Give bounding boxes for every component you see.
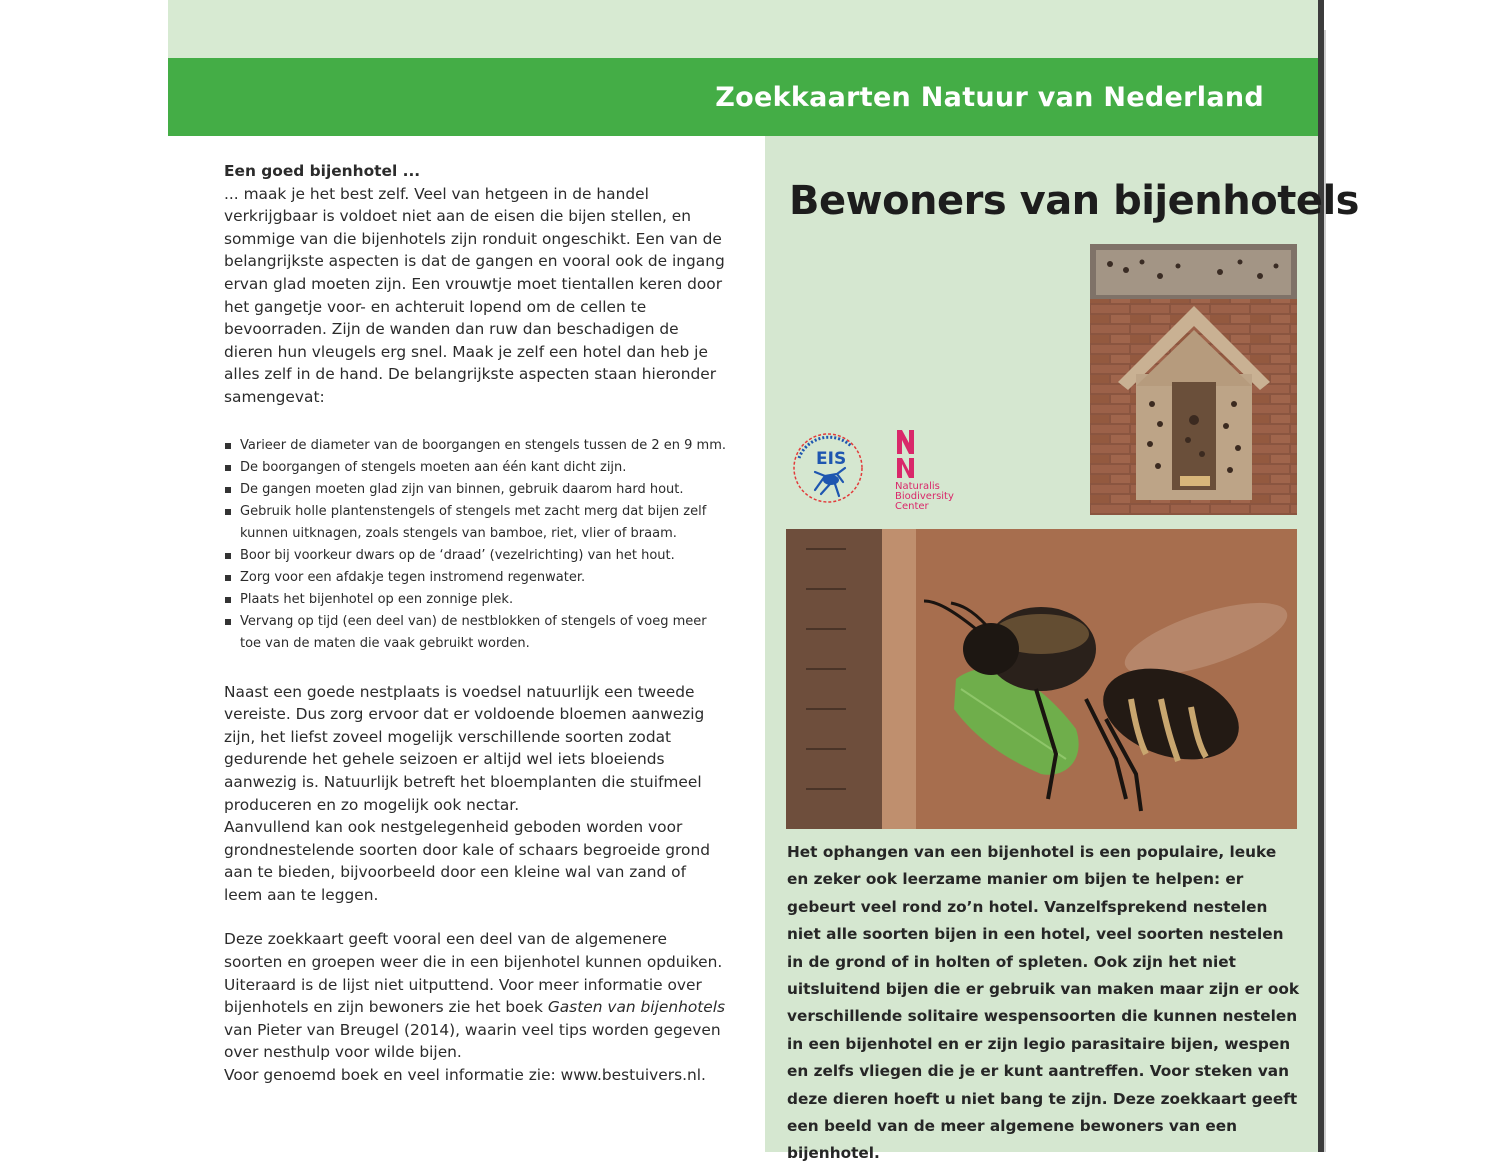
list-item: Vervang op tijd (een deel van) de nestblokken of stengels of voeg meer toe van de maten die vaak gebruikt worden. — [224, 611, 728, 655]
list-item: Varieer de diameter van de boorgangen en stengels tussen de 2 en 9 mm. — [224, 435, 728, 457]
lead-title: Een goed bijenhotel ... — [224, 162, 421, 180]
nbc-line: Center — [895, 501, 929, 512]
book-title: Gasten van bijenhotels — [547, 998, 726, 1017]
list-item: Boor bij voorkeur dwars op de ‘draad’ (vezelrichting) van het hout. — [224, 545, 728, 567]
left-column — [224, 160, 728, 1087]
list-item: De gangen moeten glad zijn van binnen, gebruik daarom hard hout. — [224, 479, 728, 501]
eis-logo-text: EIS — [816, 449, 847, 469]
nbc-line: Biodiversity — [895, 491, 954, 502]
naturalis-wordmark — [895, 482, 954, 512]
right-panel — [765, 136, 1359, 1163]
nbc-line: Naturalis — [895, 481, 940, 492]
tips-list — [224, 435, 728, 655]
page-title: Bewoners van bijenhotels — [789, 178, 1359, 224]
scope-paragraph — [224, 928, 728, 1064]
series-title: Zoekkaarten Natuur van Nederland — [715, 82, 1264, 113]
bee-hotel-photo — [1090, 244, 1297, 515]
list-item: Plaats het bijenhotel op een zonnige plek. — [224, 589, 728, 611]
intro-paragraph: ... maak je het best zelf. Veel van hetgeen in de handel verkrijgbaar is voldoet niet aan de eisen die bijen stellen, en sommige van die bijenhotels zijn ronduit ongeschikt. Een van de belangrijkste aspecten is dat de gangen en vooral ook de ingang ervan glad moeten zijn. Een vrouwtje moet tientallen keren door het gangetje voor- en achteruit lopend om de cellen te bevoorraden. Zijn de wanden dan ruw dan beschadigen de dieren hun vleugels erg snel. Maak je zelf een hotel dan heb je alles zelf in de hand. De belangrijkste aspecten staan hieronder samengevat: — [224, 184, 725, 406]
scope-text-end: van Pieter van Breugel (2014), waarin veel tips worden gegeven over nesthulp voor wilde bijen. — [224, 1020, 721, 1062]
eis-logo — [785, 428, 871, 506]
header-band — [168, 58, 1320, 136]
website-reference: Voor genoemd boek en veel informatie zie: www.bestuivers.nl. — [224, 1066, 706, 1085]
intro-text: Het ophangen van een bijenhotel is een populaire, leuke en zeker ook leerzame manier om bijen te helpen: er gebeurt veel rond zo’n hotel. Vanzelfsprekend nestelen niet alle soorten bijen in een hotel, veel soorten nestelen in de grond of in holten of spleten. Ook zijn het niet uitsluitend bijen die er gebruik van maken maar zijn er ook verschillende solitaire wespensoorten die kunnen nestelen in een bijenhotel en er zijn legio parasitaire bijen, wespen en zelfs vliegen die je er kunt aantreffen. Voor steken van deze dieren hoeft u niet bang te zijn. Deze zoekkaart geeft een beeld van de meer algemene bewoners van een bijenhotel. — [787, 843, 1300, 1163]
list-item: Gebruik holle plantenstengels of stengels met zacht merg dat bijen zelf kunnen uitknagen, zoals stengels van bamboe, riet, vlier of braam. — [224, 501, 728, 545]
page-top-strip — [168, 0, 1320, 58]
ground-nest-paragraph: Aanvullend kan ook nestgelegenheid geboden worden voor grondnestelende soorten door kale of schaars begroeide grond aan te bieden, bijvoorbeeld door een kleine wal van zand of leem aan te leggen. — [224, 818, 710, 904]
food-paragraph: Naast een goede nestplaats is voedsel natuurlijk een tweede vereiste. Dus zorg ervoor dat er voldoende bloemen aanwezig zijn, het liefst zoveel mogelijk verschillende soorten zodat gedurende het gehele seizoen er altijd wel iets bloeiends aanwezig is. Natuurlijk betreft het bloemplanten die stuifmeel produceren en zo mogelijk ook nectar. — [224, 682, 705, 814]
scope-text: Deze zoekkaart geeft vooral een deel van de algemenere soorten en groepen weer die in een bijenhotel kunnen opduiken. Uiteraard is de lijst niet uitputtend. Voor meer informatie over bijenhotels en zijn bewoners zie het boek — [224, 930, 723, 1017]
list-item: De boorgangen of stengels moeten aan één kant dicht zijn. — [224, 457, 728, 479]
list-item: Zorg voor een afdakje tegen instromend regenwater. — [224, 567, 728, 589]
leafcutter-bee-photo — [786, 529, 1297, 829]
